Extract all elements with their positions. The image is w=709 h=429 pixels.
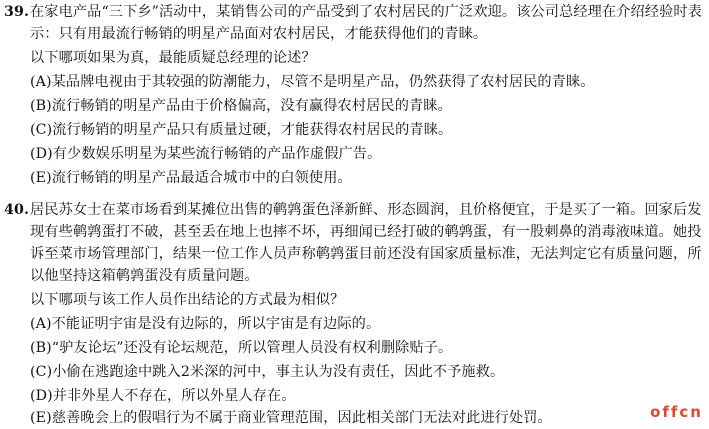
question-39-stem-1: 在家电产品“三下乡”活动中，某销售公司的产品受到了农村居民的广泛欢迎。该公司总经理在介绍经验时表 <box>30 4 702 20</box>
question-39-option-d: (D)有少数娱乐明星为某些流行畅销的产品作虚假广告。 <box>30 146 382 162</box>
question-40-prompt: 以下哪项与该工作人员作出结论的方式最为相似？ <box>30 292 345 308</box>
question-39-option-e: (E)流行畅销的明星产品最适合城市中的白领使用。 <box>30 170 352 186</box>
question-40-stem-1: 居民苏女士在菜市场看到某摊位出售的鹌鹑蛋色泽新鲜、形态圆润，且价格便宜，于是买了一箱。回家后发 <box>30 202 702 218</box>
question-39-option-b: (B)流行畅销的明星产品由于价格偏高，没有赢得农村居民的青睐。 <box>30 98 452 114</box>
question-40-option-b: (B)“驴友论坛”还没有论坛规范，所以管理人员没有权利删除贴子。 <box>30 340 453 356</box>
question-40-option-c: (C)小偷在逃跑途中跳入2米深的河中，事主认为没有责任，因此不予施救。 <box>30 364 505 380</box>
question-39-option-c: (C)流行畅销的明星产品只有质量过硬，才能获得农村居民的青睐。 <box>30 122 453 138</box>
question-39-prompt: 以下哪项如果为真，最能质疑总经理的论述？ <box>30 50 316 66</box>
question-40-option-a: (A)不能证明宇宙是没有边际的，所以宇宙是有边际的。 <box>30 316 381 332</box>
offcn-watermark: offcn <box>650 403 703 421</box>
question-39-stem-2: 示：只有用最流行畅销的明星产品面对农村居民，才能获得他们的青睐。 <box>30 26 488 42</box>
question-40-stem-2: 现有些鹌鹑蛋打不破，甚至丢在地上也摔不坏，再细闻已经打破的鹌鹑蛋，有一股刺鼻的消毒液味道。她投 <box>30 224 702 240</box>
question-40-number: 40. <box>4 202 29 218</box>
question-39-number: 39. <box>4 4 29 20</box>
question-40-option-d: (D)并非外星人不存在，所以外星人存在。 <box>30 388 296 404</box>
question-40-stem-4: 以他坚持这箱鹌鹑蛋没有质量问题。 <box>30 268 259 284</box>
question-40-option-e: (E)慈善晚会上的假唱行为不属于商业管理范围，因此相关部门无法对此进行处罚。 <box>30 410 552 426</box>
question-39-option-a: (A)某品牌电视由于其较强的防潮能力，尽管不是明星产品，仍然获得了农村居民的青睐。 <box>30 74 595 90</box>
question-40-stem-3: 诉至菜市场管理部门，结果一位工作人员声称鹌鹑蛋目前还没有国家质量标准，无法判定它有质量问题，所 <box>30 246 702 262</box>
